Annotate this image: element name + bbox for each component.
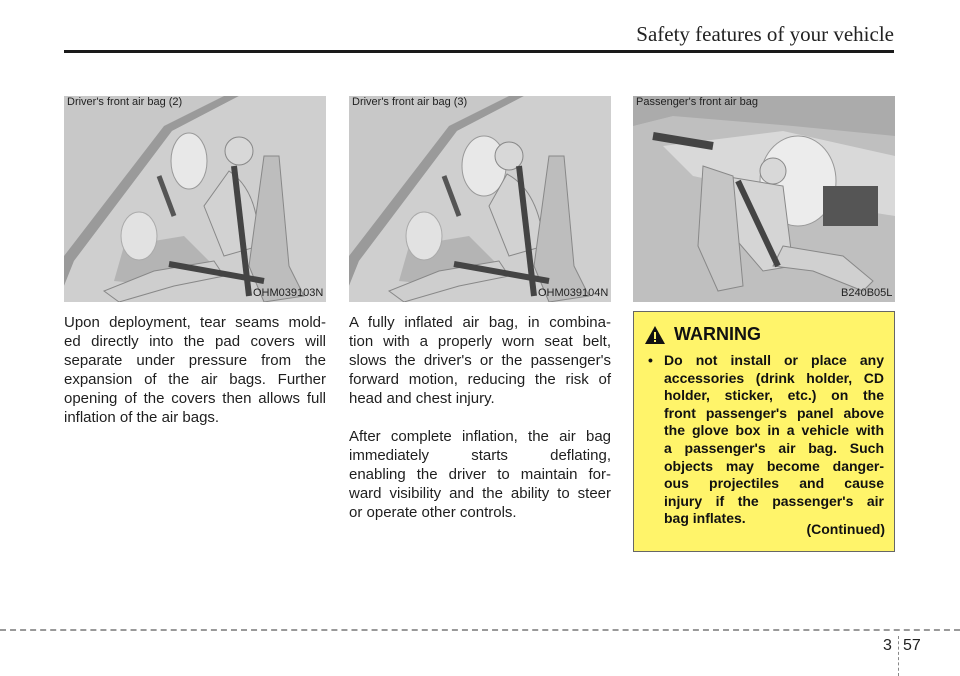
text-line: forward motion, reducing the risk of (349, 371, 611, 388)
footer-rule (0, 629, 960, 631)
text-line: ed directly into the pad covers will (64, 333, 326, 350)
warning-line: front passenger's panel above (664, 404, 884, 421)
figure-caption: Driver's front air bag (3) (352, 96, 468, 108)
warning-triangle-icon (644, 325, 666, 345)
text-line: After complete inflation, the air bag (349, 428, 611, 445)
driver-airbag-3-illustration (349, 96, 611, 302)
passenger-airbag-illustration (633, 96, 895, 302)
paragraph (349, 427, 611, 522)
text-line: head and chest injury. (349, 390, 495, 407)
figure-driver-airbag-2 (64, 96, 326, 302)
body-text-column-1 (64, 313, 326, 427)
text-line: or operate other controls. (349, 504, 517, 521)
chapter-number: 3 (883, 637, 892, 654)
text-line: A fully inflated air bag, in combina- (349, 314, 611, 331)
text-line: slows the driver's or the passenger's (349, 352, 611, 369)
warning-line: injury if the passenger's air (664, 492, 884, 509)
figure-caption: Driver's front air bag (2) (67, 96, 183, 108)
figure-code: OHM039104N (538, 287, 609, 299)
warning-line: a passenger's air bag. Such (664, 439, 884, 456)
footer-divider (898, 636, 899, 676)
warning-line: ous projectiles and cause (664, 475, 884, 492)
warning-title: WARNING (674, 324, 761, 344)
driver-airbag-2-illustration (64, 96, 326, 302)
bullet: • (648, 352, 653, 368)
warning-line: Do not install or place any (664, 352, 884, 368)
text-line: tion with a properly worn seat belt, (349, 333, 611, 350)
warning-header (644, 324, 761, 345)
figure-driver-airbag-3 (349, 96, 611, 302)
figure-code: OHM039103N (253, 287, 324, 299)
body-text-column-2 (349, 313, 611, 541)
text-line: Upon deployment, tear seams mold- (64, 314, 326, 331)
text-line: ward visibility and the ability to steer (349, 485, 611, 502)
warning-line: bag inflates. (664, 510, 746, 527)
paragraph (349, 313, 611, 408)
warning-line: objects may become danger- (664, 457, 884, 474)
warning-line: accessories (drink holder, CD (664, 369, 884, 386)
page-number: 57 (903, 637, 921, 654)
page-header-title: Safety features of your vehicle (636, 22, 894, 46)
text-line: separate under pressure from the (64, 352, 326, 369)
warning-text (648, 352, 884, 528)
warning-line: holder, sticker, etc.) on the (664, 387, 884, 404)
text-line: opening of the covers then allows full (64, 390, 326, 407)
figure-passenger-airbag (633, 96, 895, 302)
warning-body (648, 352, 884, 528)
header-rule (64, 50, 894, 53)
text-line: immediately starts deflating, (349, 447, 611, 464)
warning-box (633, 311, 895, 552)
warning-line: the glove box in a vehicle with (664, 422, 884, 439)
warning-continued: (Continued) (806, 521, 885, 537)
text-line: enabling the driver to maintain for- (349, 466, 611, 483)
figure-code: B240B05L (841, 287, 893, 299)
text-line: expansion of the air bags. Further (64, 371, 326, 388)
figure-caption: Passenger's front air bag (636, 96, 758, 108)
text-line: inflation of the air bags. (64, 409, 220, 426)
